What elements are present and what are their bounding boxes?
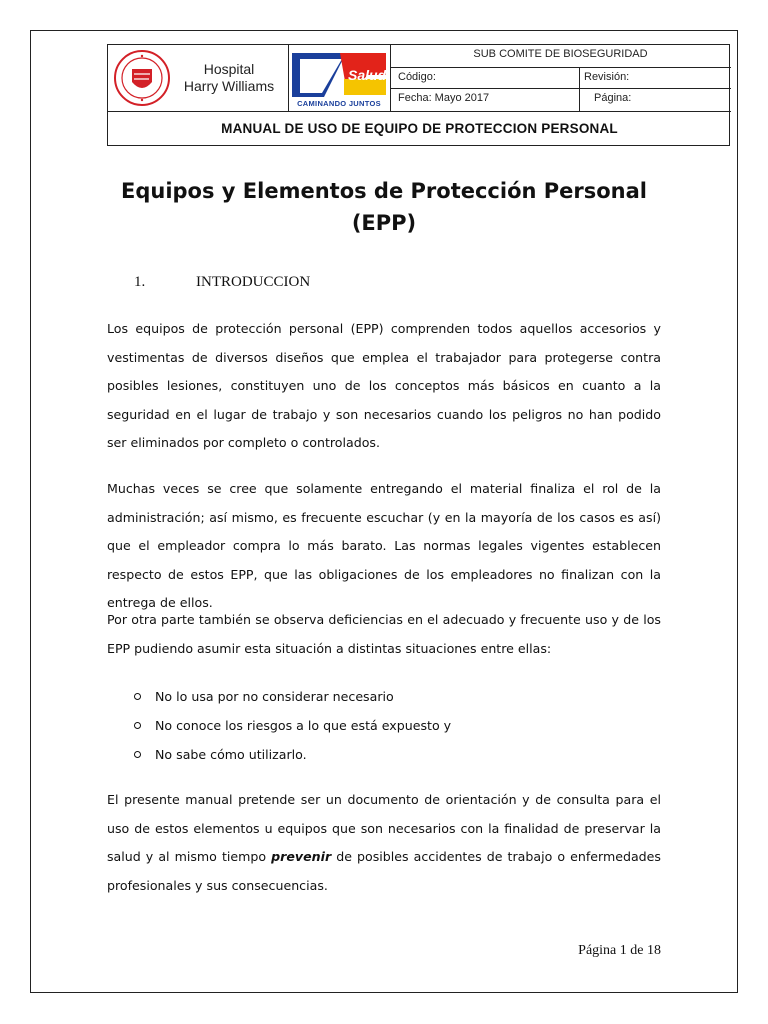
section-title: INTRODUCCION (196, 274, 311, 290)
emphasis-prevenir: prevenir (271, 849, 332, 864)
paragraph-purpose: El presente manual pretende ser un documento de orientación y de consulta para el uso de estos elementos u equipos que son necesarios con la finalidad de preservar la salud y al mismo tiempo prevenir de posibles accidentes de trabajo o enfermedades profesionales y sus consecuencias. (107, 792, 661, 893)
circle-bullet-icon (134, 722, 141, 729)
section-heading (134, 274, 310, 291)
date-label: Fecha: Mayo 2017 (398, 92, 490, 104)
page-number: Página 1 de 18 (578, 943, 661, 958)
paragraph-management: Muchas veces se cree que solamente entregando el material finaliza el rol de la administración; así mismo, es frecuente escuchar (y en la mayoría de los casos es así) que el empleador compra lo más barato. Las normas legales vigentes establecen respecto de estos EPP, que las obligaciones de los empleadores no finalizan con la entrega de ellos. (107, 481, 661, 610)
list-item: No sabe cómo utilizarlo. (134, 740, 634, 769)
page-title: Equipos y Elementos de Protección Personal (EPP) (121, 179, 647, 235)
committee-name: SUB COMITE DE BIOSEGURIDAD (473, 48, 648, 60)
pagina-label: Página: (594, 92, 632, 104)
salud-tagline: CAMINANDO JUNTOS (297, 99, 381, 108)
paragraph-intro: Los equipos de protección personal (EPP) comprenden todos aquellos accesorios y vestimentas de diversos diseños que emplea el trabajador para protegerse contra posibles lesiones, constituyen uno de los conceptos más básicos en cuanto a la seguridad en el lugar de trabajo y son necesarios cuando los peligros no han podido ser eliminados por completo o controlados. (107, 321, 661, 450)
list-item: No conoce los riesgos a lo que está expuesto y (134, 711, 634, 740)
section-number: 1. (134, 274, 146, 290)
hospital-logo-cell (108, 45, 288, 111)
manual-title: MANUAL DE USO DE EQUIPO DE PROTECCION PERSONAL (221, 121, 618, 136)
paragraph-deficiencies: Por otra parte también se observa deficiencias en el adecuado y frecuente uso y de los EPP pudiendo asumir esta situación a distintas situaciones entre ellas: (107, 612, 661, 656)
circle-bullet-icon (134, 751, 141, 758)
salud-logo-cell (288, 45, 390, 111)
circle-bullet-icon (134, 693, 141, 700)
hospital-name: Hospital Harry Williams (183, 61, 275, 94)
reasons-list (134, 682, 634, 769)
revision-label: Revisión: (584, 71, 630, 83)
hospital-seal-logo (114, 50, 170, 106)
list-item: No lo usa por no considerar necesario (134, 682, 634, 711)
salud-wordmark: Salud (348, 67, 387, 83)
codigo-label: Código: (398, 71, 436, 83)
document-header (107, 44, 730, 146)
